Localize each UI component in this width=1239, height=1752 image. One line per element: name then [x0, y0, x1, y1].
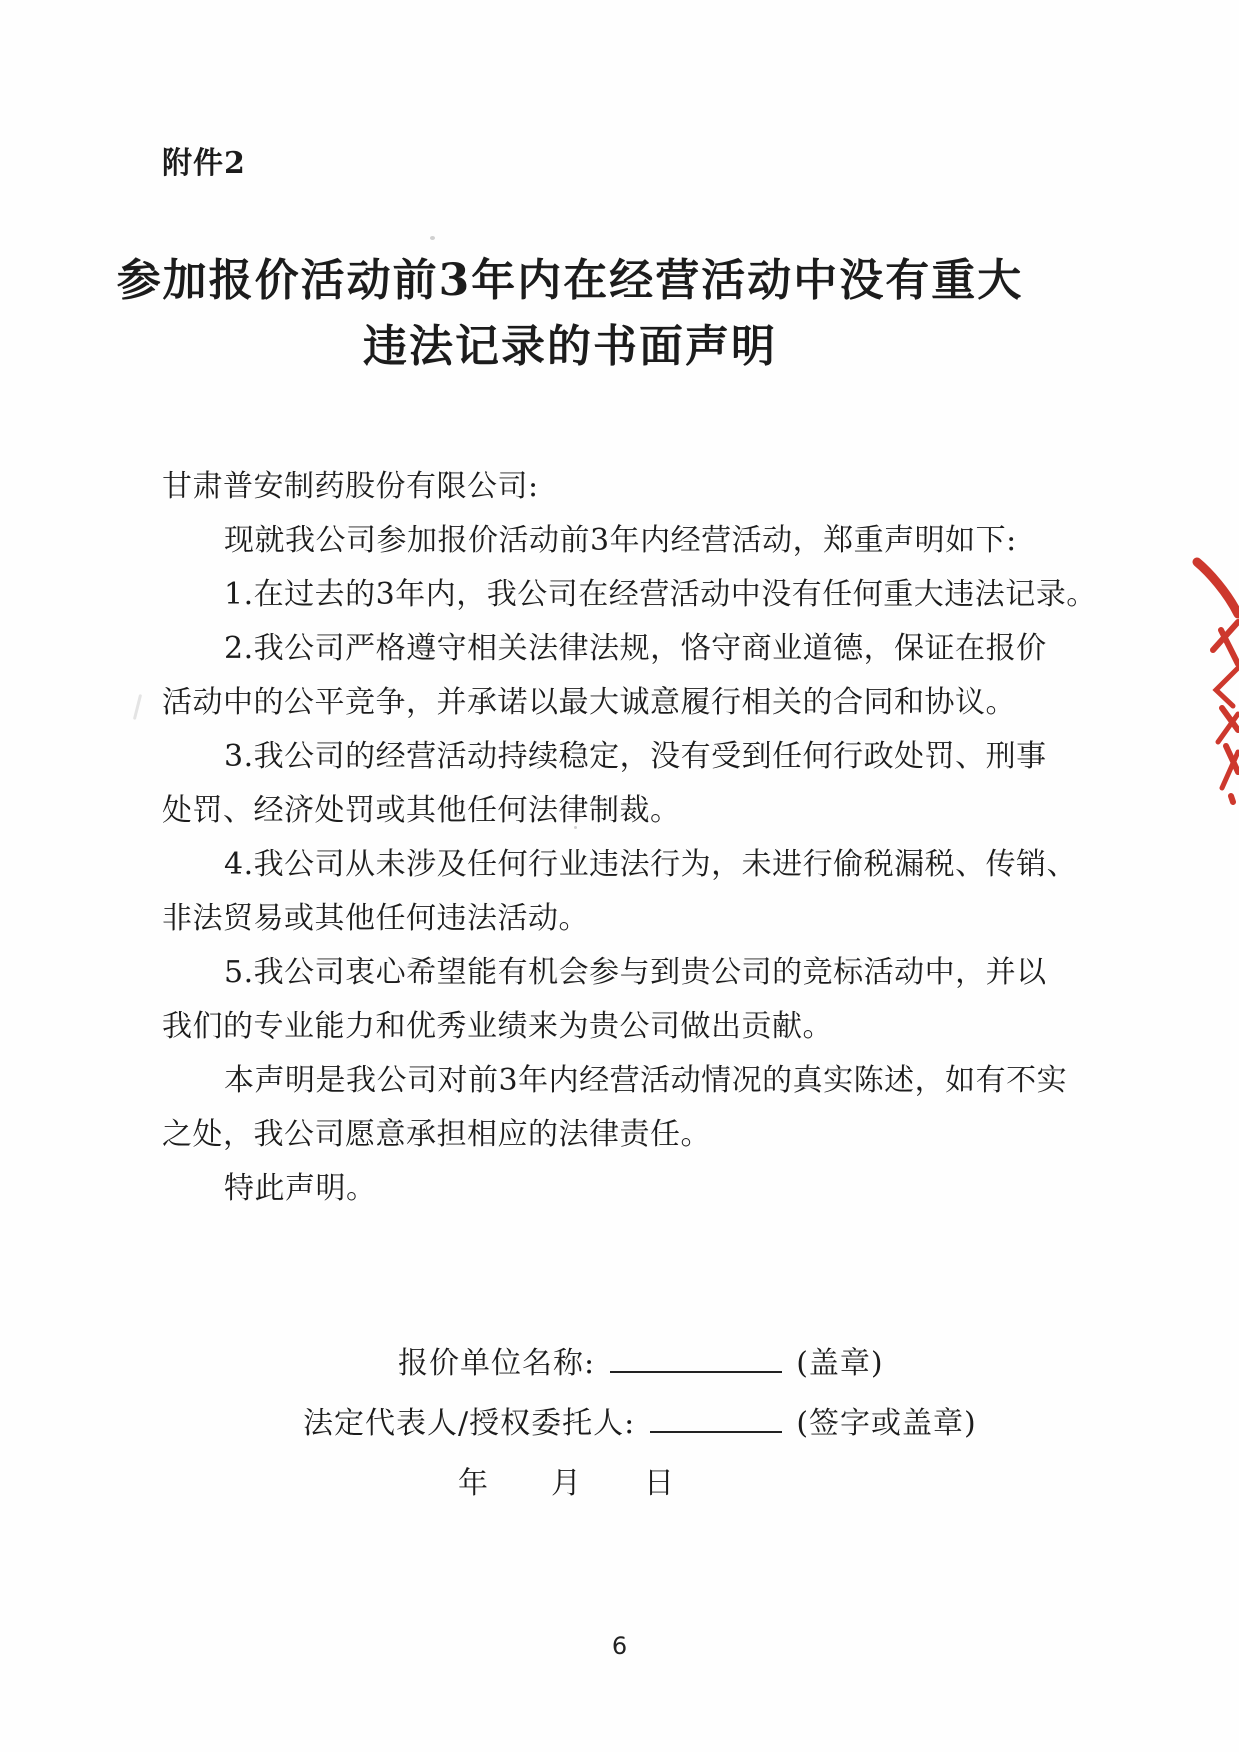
page-number: 6 [611, 1632, 628, 1660]
salutation: 甘肃普安制药股份有限公司: [162, 469, 539, 504]
body-line: 5.我公司衷心希望能有机会参与到贵公司的竞标活动中，并以 [224, 955, 1047, 990]
body-line: 活动中的公平竞争，并承诺以最大诚意履行相关的合同和协议。 [162, 685, 1016, 720]
body-line: 本声明是我公司对前3年内经营活动情况的真实陈述，如有不实 [224, 1063, 1068, 1098]
body-line: 非法贸易或其他任何违法活动。 [162, 901, 589, 936]
representative-stamp-note: (签字或盖章) [796, 1406, 977, 1441]
document-title-line2: 违法记录的书面声明 [363, 321, 777, 372]
signature-representative-line [303, 1398, 977, 1442]
body-line: 我们的专业能力和优秀业绩来为贵公司做出贡献。 [162, 1009, 833, 1044]
scan-artifact [574, 826, 577, 829]
unit-stamp-note: (盖章) [796, 1346, 884, 1381]
attachment-label: 附件2 [162, 146, 246, 181]
scan-artifact [133, 694, 142, 720]
body-line: 3.我公司的经营活动持续稳定，没有受到任何行政处罚、刑事 [224, 739, 1047, 774]
body-line: 之处，我公司愿意承担相应的法律责任。 [162, 1117, 711, 1152]
document-body [162, 460, 1097, 1216]
document-title-line1: 参加报价活动前3年内在经营活动中没有重大 [116, 255, 1024, 306]
body-line: 1.在过去的3年内，我公司在经营活动中没有任何重大违法记录。 [224, 577, 1097, 612]
body-line: 处罚、经济处罚或其他任何法律制裁。 [162, 793, 681, 828]
body-line: 2.我公司严格遵守相关法律法规，恪守商业道德，保证在报价 [224, 631, 1047, 666]
red-seal-fragment-icon [1191, 556, 1239, 811]
unit-name-label: 报价单位名称: [398, 1346, 596, 1381]
unit-name-blank-underline [610, 1343, 782, 1373]
signature-unit-line [398, 1338, 884, 1382]
document-title [50, 248, 1090, 380]
representative-label: 法定代表人/授权委托人: [303, 1406, 636, 1441]
body-line: 现就我公司参加报价活动前3年内经营活动，郑重声明如下: [224, 523, 1017, 558]
representative-blank-underline [650, 1403, 782, 1433]
closing-statement: 特此声明。 [224, 1171, 377, 1206]
body-line: 4.我公司从未涉及任何行业违法行为，未进行偷税漏税、传销、 [224, 847, 1078, 882]
date-line: 年 月 日 [458, 1466, 675, 1501]
scan-artifact [430, 236, 435, 240]
